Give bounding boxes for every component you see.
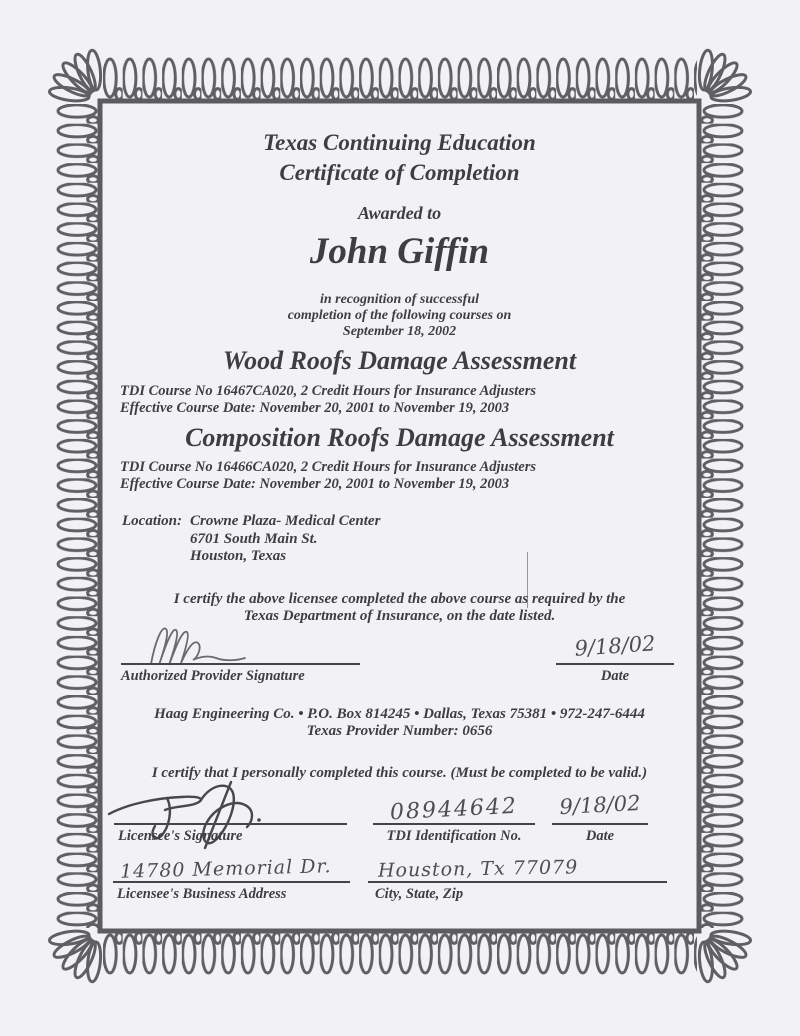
provider-date-label: Date (600, 668, 630, 684)
location-label: Location: (122, 513, 182, 529)
course-1-tdi-line: TDI Course No 16467CA020, 2 Credit Hours for Insurance Adjusters (120, 383, 537, 399)
provider-date-line (556, 663, 674, 665)
business-address-label: Licensee's Business Address (117, 886, 287, 902)
city-state-zip-handwritten: Houston, Tx 77079 (377, 856, 579, 882)
licensee-date-handwritten: 9/18/02 (558, 790, 642, 820)
tdi-id-handwritten: 08944642 (389, 793, 519, 826)
provider-number-line: Texas Provider Number: 0656 (306, 723, 493, 739)
provider-signature-label: Authorized Provider Signature (121, 668, 305, 684)
provider-certification-line2: Texas Department of Insurance, on the date listed. (243, 608, 556, 624)
location-line1: Crowne Plaza- Medical Center (190, 513, 381, 529)
recognition-line2: completion of the following courses on (287, 308, 512, 323)
recognition-line1: in recognition of successful (319, 292, 480, 307)
location-line2: 6701 South Main St. (190, 530, 318, 547)
licensee-date-label: Date (585, 828, 615, 844)
licensee-certification-statement: I certify that I personally completed this course. (Must be completed to be valid.) (151, 765, 648, 781)
business-address-handwritten: 14780 Memorial Dr. (119, 855, 332, 883)
recipient-name: John Giffin (309, 231, 490, 272)
course-2-effective-line: Effective Course Date: November 20, 2001 to November 19, 2003 (120, 476, 510, 492)
provider-date-handwritten: 9/18/02 (573, 631, 657, 661)
location-line3: Houston, Texas (190, 548, 287, 564)
city-state-zip-line (368, 881, 667, 883)
awarded-to-label: Awarded to (357, 203, 442, 223)
city-state-zip-label: City, State, Zip (375, 886, 464, 902)
provider-signature (145, 620, 265, 668)
licensee-signature-label: Licensee's Signature (118, 828, 243, 844)
course-2-title: Composition Roofs Damage Assessment (185, 423, 614, 452)
course-1-effective-line: Effective Course Date: November 20, 2001 to November 19, 2003 (120, 400, 510, 416)
provider-company-line: Haag Engineering Co. • P.O. Box 814245 • Dallas, Texas 75381 • 972-247-6444 (154, 706, 645, 722)
certificate-title-line1: Texas Continuing Education (263, 130, 536, 155)
award-date: September 18, 2002 (342, 324, 457, 339)
provider-signature-line (121, 663, 360, 665)
course-2-tdi-line: TDI Course No 16466CA020, 2 Credit Hours for Insurance Adjusters (120, 459, 537, 475)
business-address-line (113, 881, 350, 883)
course-1-title: Wood Roofs Damage Assessment (222, 346, 577, 375)
provider-certification-line1: I certify the above licensee completed the above course as required by the (173, 591, 626, 607)
tdi-id-label: TDI Identification No. (386, 828, 522, 844)
certificate-title-line2: Certificate of Completion (279, 160, 520, 185)
licensee-date-line (552, 823, 648, 825)
tdi-id-line (373, 823, 535, 825)
